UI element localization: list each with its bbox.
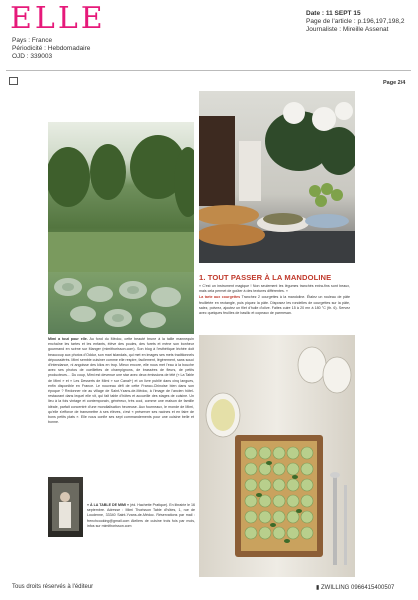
footer-rights: Tous droits réservés à l'éditeur: [12, 584, 94, 590]
book-text: (éd. Hachette Pratique). En librairie le 16 septembre. Adresse : Mimi Thorisson Table d'hôtes, 1, rue de Loudenne, 33340 Saint-Yzans-de-Médoc. Réservations par mail : frenchcooking@gmail.com Ateliers de cuisine trois fois par mois, infos sur mimithorisson.com: [87, 503, 196, 528]
page-number: Page 2/4: [383, 80, 406, 86]
header-divider: [6, 70, 411, 71]
recipe-label: La tarte aux courgettes: [199, 295, 241, 300]
book-info: [87, 503, 195, 529]
still-life-photo: [199, 91, 355, 263]
ojd: OJD : 339003: [12, 53, 53, 60]
recipe-section: [199, 273, 350, 316]
clipping-icon: [9, 77, 18, 85]
article-title: 1. TOUT PASSER À LA MANDOLINE: [199, 273, 332, 282]
footer-tracking: [316, 584, 394, 591]
recipe-text: Tranchez 2 courgettes à la mandoline. Étalez un rouleau de pâte feuilletée en rectangle, puis piquez la pâte. Disposez les rondelles de courgettes sur la pâte, salez, poivrez, ajoutez un filet d'huile d'olive. Faites cuire 15 à 20 mn à 180 °C (th. 6). Servez avec quelques feuilles de basilic et copeaux de parmesan.: [199, 295, 351, 316]
date: Date : 11 SEPT 15: [306, 10, 361, 17]
body-text: Au fond du Médoc, cette beauté brune à la taille mannequin enchaîne les tartes et les enfants, élève des poules, des furets et mène son bonheur gourmand en scène sur Manger (mimithorisson.com). Son blog à l'esthétique léchée doit beaucoup aux photos d'Oddur, son mari islandais, qui met en images ses mets traditionnels dépoussiérés. Mimi semble cuisiner comme elle respire, facilement, légèrement, sans souci d'intendance, ni angoisse des kilos en trop. Mieux encore, elle nous met l'eau à la bouche avec ses photos de cueillettes de champignons, de brassées de fleurs, de petits producteurs… Du coup, Mimi est devenue une star avec deux émissions de télé (« La Table de Mimi » et « Les Desserts de Mimi » sur Canal+) et un livre publié dans cinq langues, enfin disponible en France. Le nouveau défi de cette Franco-Chinoise bien dans son époque ? Redonner vie au village de Saint-Yzans-de-Médoc, à l'image de l'ancien hôtel-restaurant dans lequel elle vit, qui fait table d'hôtes et accueille des stages de cuisine. Un lieu à la fois vintage et contemporain, généreux, très cool, comme une maison de famille idéale, parfait concentré d'une mondialisation heureuse. Aux fourneaux, le monde de Mimi, qu'elle s'efforce de transmettre à ses élèves, c'est « préserver ses racines et en faire de bons petits plats ». Elle nous confie ses sept commandements pour une cuisine belle et bonne.: [48, 337, 194, 425]
article-quote: « C'est un instrument magique ! Non seulement les légumes tranchés extra-fins sont beaux, mais cela permet de goûter à des textures différentes. »: [199, 284, 350, 294]
barcode-icon: ▮: [316, 585, 320, 591]
tart-photo: [199, 335, 355, 577]
journalist: Journaliste : Mireille Assenat: [306, 26, 389, 33]
article-meta: [306, 10, 404, 34]
page-ref: Page de l'article : p.196,197,198,2: [306, 18, 405, 25]
country: Pays : France: [12, 37, 53, 44]
elle-logo: ELLE: [10, 1, 106, 36]
garden-photo: [48, 122, 194, 334]
tracking-code: ZWILLING 0966415400507: [320, 585, 395, 591]
article-body: [48, 337, 194, 425]
publication-meta: [12, 37, 90, 61]
portrait-photo: [48, 477, 83, 537]
book-title: « À LA TABLE DE MIMI »: [87, 503, 129, 507]
body-lead: Mimi a tout pour elle.: [48, 337, 88, 341]
periodicity: Périodicité : Hebdomadaire: [12, 45, 91, 52]
